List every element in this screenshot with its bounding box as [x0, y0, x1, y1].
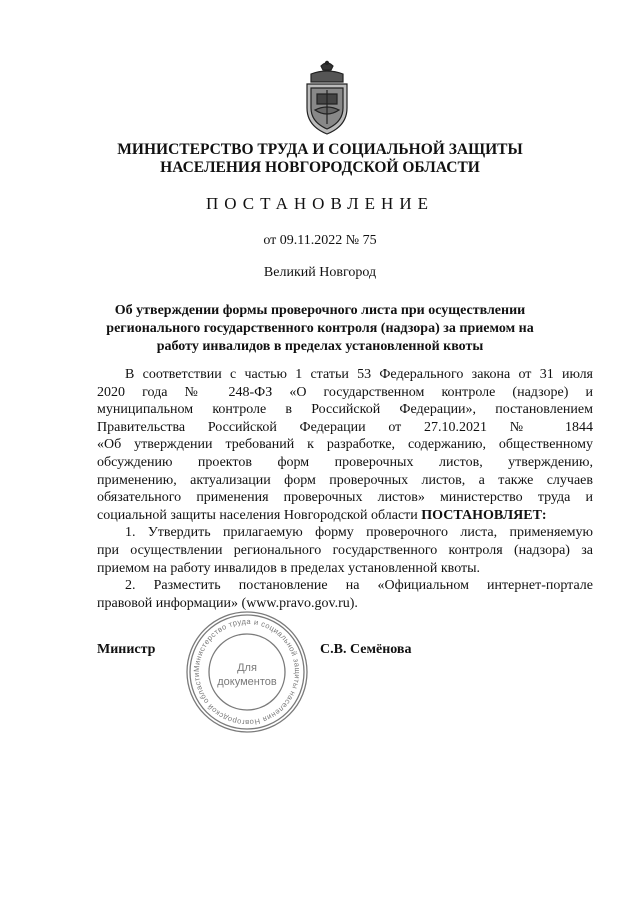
preamble-line: В соответствии с частью 1 статьи 53 Федерального закона от 31 июля [125, 367, 593, 382]
preamble-line: социальной защиты населения Новгородской области [97, 507, 418, 523]
resolves-word: ПОСТАНОВЛЯЕТ: [421, 507, 547, 523]
document-type: ПОСТАНОВЛЕНИЕ [205, 194, 434, 213]
document-city: Великий Новгород [263, 265, 377, 280]
signatory-name: С.В. Семёнова [320, 642, 412, 657]
item-1-line: приемом на работу инвалидов в пределах установленной квоты. [97, 560, 481, 576]
preamble-line: обязательного применения проверочных листов» министерство труда и [97, 490, 593, 506]
item-2-line: правовой информации» (www.pravo.gov.ru). [97, 595, 358, 611]
preamble-line: муниципальном контроле в Российской Федерации», постановлением [97, 402, 593, 418]
stamp-center-line-2: документов [217, 676, 277, 688]
official-stamp [183, 608, 311, 736]
subject-line-3: работу инвалидов в пределах установленной квоты [156, 339, 484, 354]
preamble-line: применению, актуализации форм проверочных листов, а также случаев [97, 472, 593, 488]
signatory-title: Министр [97, 642, 156, 657]
document-body [97, 366, 593, 612]
ministry-name [60, 141, 580, 177]
subject-line-1: Об утверждении формы проверочного листа при осуществлении [114, 303, 526, 318]
item-1 [97, 524, 593, 577]
preamble-line: 2020 года № 248-ФЗ «О государственном контроле (надзоре) и [97, 384, 593, 400]
document-date-number: от 09.11.2022 № 75 [263, 233, 377, 248]
item-2-line: 2. Разместить постановление на «Официальном интернет-портале [125, 578, 593, 594]
preamble-line: «Об утверждении требований к разработке, содержанию, общественному [97, 437, 593, 453]
subject-line-2: регионального государственного контроля (надзора) за приемом на [106, 321, 534, 336]
stamp-ring-text: Министерство труда и социальной защиты населения Новгородской области [191, 616, 303, 728]
preamble-last-line [97, 507, 593, 525]
stamp-center-line-1: Для [237, 662, 257, 674]
item-1-line: при осуществлении регионального государственного контроля (надзора) за [97, 542, 593, 558]
ministry-line-2: НАСЕЛЕНИЯ НОВГОРОДСКОЙ ОБЛАСТИ [160, 159, 480, 176]
item-1-line: 1. Утвердить прилагаемую форму проверочного листа, применяемую [125, 525, 593, 541]
preamble-line: обсуждению проектов форм проверочных листов, утверждению, [97, 454, 593, 470]
coat-of-arms-icon [301, 60, 353, 136]
preamble-line: Правительства Российской Федерации от 27.10.2021 № 1844 [97, 419, 593, 435]
document-subject [80, 302, 560, 356]
ministry-line-1: МИНИСТЕРСТВО ТРУДА И СОЦИАЛЬНОЙ ЗАЩИТЫ [117, 141, 523, 158]
preamble [97, 366, 593, 524]
item-2 [97, 577, 593, 612]
